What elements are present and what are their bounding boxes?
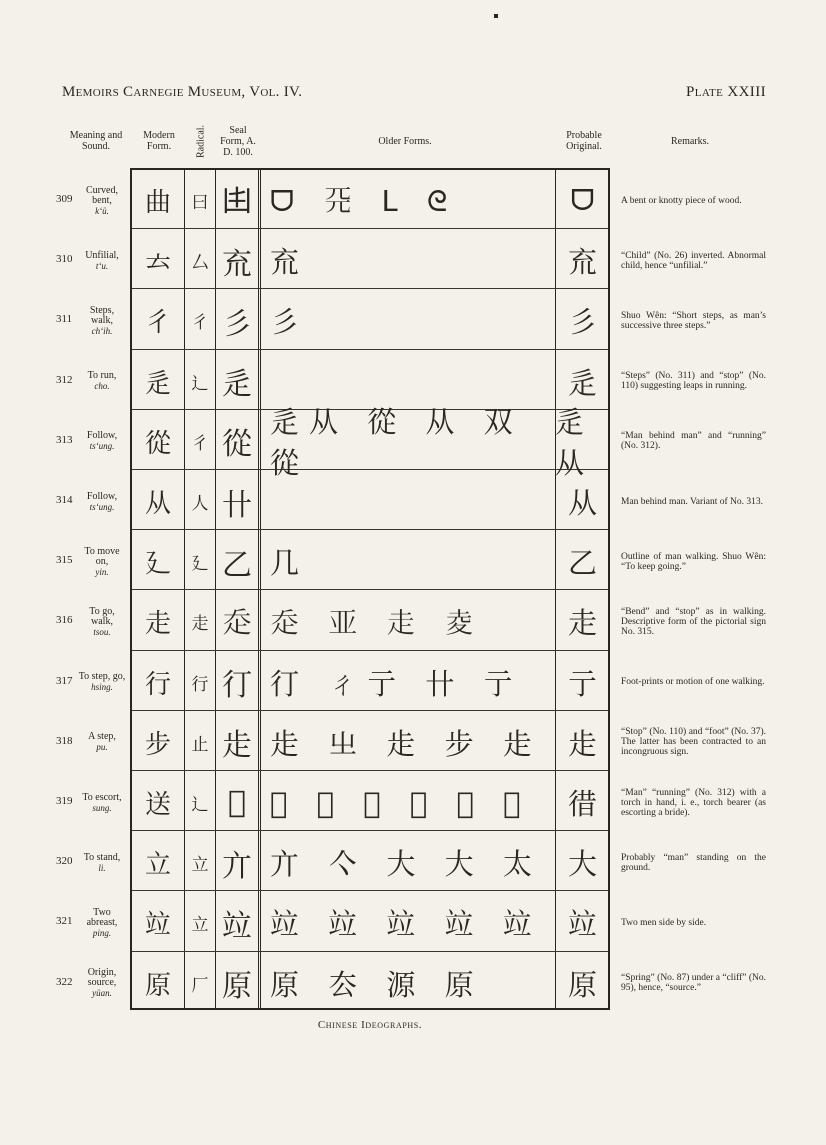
radical-form: 人 [191, 494, 209, 514]
modern-form: 從 [144, 428, 171, 459]
entry-number: 322 [56, 975, 73, 988]
seal-form: 𠙹 [222, 183, 252, 219]
meaning-text: To run, [87, 370, 117, 382]
meaning-text: Two abreast, [86, 906, 118, 928]
probable-original: 辵从 [555, 405, 585, 481]
radical-form: 辶 [191, 795, 209, 815]
entry-meaning [78, 953, 126, 1014]
modern-form: 辵 [144, 368, 171, 399]
table-row [0, 471, 826, 532]
table-row [0, 832, 826, 893]
entry-remark [621, 170, 766, 231]
radical-form: 辶 [191, 373, 209, 394]
probable-original: 彡 [567, 305, 597, 340]
plate-caption: Chinese Ideographs. [317, 1019, 423, 1031]
sound-text: cho. [94, 381, 110, 392]
older-forms: 㣔 ㄔ亍 卄 亍 [270, 666, 523, 701]
probable-original: 㐬 [567, 245, 597, 280]
radical-form: 立 [191, 915, 209, 936]
meaning-text: Unfilial, [85, 249, 119, 261]
entry-remark [621, 531, 766, 592]
remark-text: A bent or knotty piece of wood. [621, 195, 742, 206]
modern-form: 原 [144, 970, 171, 1001]
entry-remark [621, 953, 766, 1014]
entry-meaning [78, 652, 126, 713]
modern-form: 廴 [144, 549, 171, 580]
entry-number: 316 [56, 614, 73, 627]
probable-original: 乙 [567, 546, 597, 581]
entry-meaning [78, 591, 126, 652]
entry-meaning [78, 712, 126, 773]
probable-original: 大 [567, 847, 597, 882]
modern-form: 走 [144, 609, 171, 640]
col-head-seal: Seal Form, A. D. 100. [220, 124, 256, 158]
table-row [0, 712, 826, 773]
older-forms: 竝 竝 竝 竝 竝 [270, 907, 542, 942]
meaning-text: To move on, [84, 545, 120, 567]
seal-form: 乙 [222, 547, 252, 583]
sound-text: yüan. [92, 988, 112, 999]
entry-meaning [78, 471, 126, 532]
seal-form: 𨑖 [227, 785, 246, 820]
entry-meaning [78, 411, 126, 472]
older-forms: 辵从 從 从 双 從 [270, 405, 523, 481]
older-forms: 𧺆 亚 走 夌 [270, 605, 484, 640]
col-head-meaning: Meaning and Sound. [69, 130, 123, 152]
sound-text: ping. [92, 927, 112, 938]
entry-number: 319 [56, 795, 73, 807]
seal-form: 辵 [222, 367, 252, 403]
running-title: Memoirs Carnegie Museum, Vol. IV. [62, 84, 303, 100]
seal-form: 𧺆 [222, 605, 252, 641]
remark-text: “Man” “running” (No. 312) with a torch in hand, i. e., torch bearer (as escorting a bride). [621, 787, 766, 818]
table-row [0, 772, 826, 833]
col-head-modern: Modern Form. [143, 130, 175, 152]
entry-number: 313 [56, 433, 73, 446]
modern-form: 送 [144, 790, 171, 820]
probable-original: 辵 [567, 365, 597, 400]
table-row [0, 892, 826, 953]
entry-meaning [78, 351, 126, 412]
sound-text: sung. [92, 802, 112, 813]
col-head-radical: Radical. [195, 124, 207, 158]
sound-text: yin. [95, 566, 109, 577]
sound-text: hsing. [91, 682, 113, 693]
seal-form: 亣 [222, 848, 252, 884]
sound-text: li. [98, 862, 106, 873]
table-row [0, 290, 826, 351]
radical-form: 曰 [191, 193, 209, 213]
seal-form: 竝 [222, 908, 252, 944]
modern-form: 竝 [144, 910, 171, 941]
remark-text: “Child” (No. 26) inverted. Abnormal child, hence “unfilial.” [621, 250, 766, 271]
radical-form: 立 [191, 855, 209, 876]
meaning-text: Curved, bent, [86, 184, 118, 206]
entry-number: 315 [56, 554, 73, 567]
radical-form: 廴 [191, 554, 209, 575]
meaning-text: Origin, source, [87, 967, 117, 989]
probable-original: 竝 [567, 907, 597, 942]
entry-meaning [78, 170, 126, 231]
seal-form: 㐬 [222, 246, 252, 282]
entry-remark [621, 290, 766, 351]
col-head-older: Older Forms. [378, 135, 432, 147]
probable-original: 原 [567, 967, 597, 1002]
older-forms: 㐬 [270, 245, 310, 280]
probable-original: 从 [567, 486, 597, 520]
entry-meaning [78, 290, 126, 351]
radical-form: 彳 [191, 433, 209, 454]
older-forms: 几 [270, 546, 310, 581]
remark-text: “Stop” (No. 110) and “foot” (No. 37). The latter has been contracted to an incongruous sign. [621, 727, 766, 758]
modern-form: 步 [144, 729, 171, 760]
remark-text: Shuo Wên: “Short steps, as man’s successive three steps.” [621, 310, 766, 331]
remark-text: “Steps” (No. 311) and “stop” (No. 110) suggesting leaps in running. [621, 371, 766, 392]
sound-text: ts‘ung. [89, 441, 115, 452]
older-forms: 亣 亽 大 大 太 [270, 847, 542, 882]
entry-meaning [78, 230, 126, 291]
meaning-text: Follow, [86, 490, 118, 502]
table-row [0, 591, 826, 652]
sound-text: ch‘ih. [91, 325, 113, 336]
older-forms: 彡 [270, 305, 310, 340]
radical-form: 行 [191, 674, 209, 695]
radical-form: 走 [191, 614, 209, 635]
entry-meaning [78, 892, 126, 953]
remark-text: “Bend” and “stop” as in walking. Descriptive form of the pictorial sign No. 315. [621, 606, 766, 637]
table-row [0, 652, 826, 713]
entry-number: 311 [56, 313, 73, 326]
older-forms: 原 厺 源 原 [270, 967, 484, 1002]
entry-number: 310 [56, 253, 73, 266]
seal-form: 㣔 [222, 668, 252, 704]
entry-remark [621, 652, 766, 713]
entry-number: 320 [56, 855, 73, 868]
older-forms: 𨑖 徣 徣 徣 徣 徣 [270, 785, 531, 820]
meaning-text: To step, go, [78, 671, 126, 683]
entry-remark [621, 772, 766, 833]
radical-form: 彳 [191, 313, 209, 334]
radical-form: 止 [191, 734, 209, 755]
table-row [0, 953, 826, 1014]
sound-text: pu. [96, 742, 108, 753]
entry-meaning [78, 832, 126, 893]
sound-text: ts‘ung. [89, 501, 115, 512]
modern-form: 彳 [144, 308, 171, 339]
sound-text: t‘u. [95, 260, 109, 271]
entry-number: 312 [56, 373, 73, 386]
table-row [0, 405, 826, 481]
modern-form: 从 [144, 489, 171, 519]
sound-text: tsou. [93, 626, 111, 637]
entry-remark [621, 892, 766, 953]
seal-form: 原 [222, 969, 252, 1005]
seal-form: 歨 [222, 728, 252, 764]
probable-original: 亍 [567, 666, 597, 701]
page-header [62, 84, 766, 106]
seal-form: 彡 [222, 306, 252, 342]
entry-number: 317 [56, 674, 73, 687]
probable-original: 走 [567, 606, 597, 641]
entry-meaning [78, 531, 126, 592]
radical-form: 厂 [191, 975, 209, 996]
entry-remark [621, 591, 766, 652]
probable-original: 徣 [567, 787, 597, 821]
meaning-text: A step, [88, 731, 116, 743]
meaning-text: To go, walk, [89, 605, 115, 627]
older-forms: ᗜ 𠀘 ᒪ ᘓ [270, 184, 458, 218]
col-head-remarks: Remarks. [670, 135, 710, 147]
probable-original: ᗜ [570, 183, 595, 217]
meaning-text: Steps, walk, [89, 304, 115, 326]
remark-text: “Spring” (No. 87) under a “cliff” (No. 95), hence, “source.” [621, 973, 766, 994]
modern-form: 𠫓 [144, 248, 171, 279]
modern-form: 曲 [144, 188, 171, 218]
modern-form: 行 [144, 669, 171, 700]
entry-number: 314 [56, 494, 73, 506]
remark-text: Outline of man walking. Shuo Wên: “To keep going.” [621, 551, 766, 572]
sound-text: k‘ü. [95, 205, 109, 216]
entry-remark [621, 411, 766, 472]
entry-remark [621, 230, 766, 291]
entry-remark [621, 712, 766, 773]
col-head-probable: Probable Original. [566, 130, 602, 152]
remark-text: Man behind man. Variant of No. 313. [621, 496, 764, 507]
seal-form: 從 [222, 427, 252, 463]
entry-remark [621, 351, 766, 412]
plate-number: Plate XXIII [685, 84, 766, 100]
table-row [0, 170, 826, 231]
entry-meaning [78, 772, 126, 833]
older-forms [262, 471, 552, 532]
entry-number: 321 [56, 915, 73, 928]
modern-form: 立 [144, 850, 171, 881]
older-forms: 歨 㞢 歨 步 歨 [270, 726, 542, 761]
meaning-text: Follow, [86, 430, 118, 442]
meaning-text: To stand, [83, 851, 121, 863]
remark-text: “Man behind man” and “running” (No. 312). [621, 431, 766, 452]
radical-form: 厶 [191, 253, 209, 274]
entry-remark [621, 832, 766, 893]
remark-text: Probably “man” standing on the ground. [621, 852, 766, 873]
table-row [0, 230, 826, 291]
seal-form: 卄 [222, 487, 252, 523]
entry-number: 318 [56, 734, 73, 747]
probable-original: 歨 [567, 726, 597, 761]
remark-text: Foot-prints or motion of one walking. [621, 677, 765, 688]
table-row [0, 531, 826, 592]
remark-text: Two men side by side. [621, 917, 707, 928]
meaning-text: To escort, [82, 791, 122, 803]
entry-number: 309 [56, 193, 73, 205]
print-speck [494, 14, 498, 18]
entry-remark [621, 471, 766, 532]
